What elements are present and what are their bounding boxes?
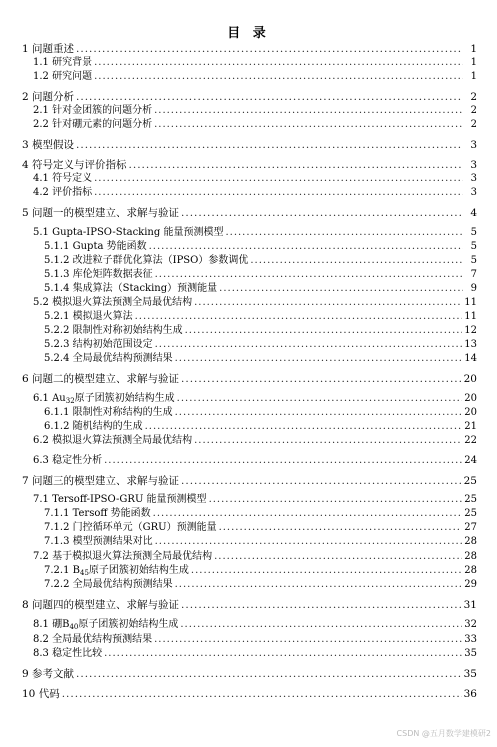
toc-entry-page: 5 <box>470 255 477 266</box>
toc-entry-page: 1 <box>470 57 477 68</box>
toc-entry-title: 9 参考文献 <box>22 668 75 680</box>
toc-entry[interactable] <box>22 158 477 172</box>
toc-entry-page: 3 <box>470 173 477 184</box>
toc-entry-page: 13 <box>464 339 477 350</box>
toc-entry-page: 29 <box>464 579 477 590</box>
toc-leader-dots <box>219 282 463 296</box>
toc-entry[interactable] <box>33 550 477 564</box>
toc-entry[interactable] <box>33 104 477 118</box>
toc-entry-title: 7 问题三的模型建立、求解与验证 <box>22 475 180 487</box>
toc-entry[interactable] <box>44 254 477 268</box>
toc-entry-title: 7.2.2 全局最优结构预测结果 <box>44 579 173 590</box>
toc-entry[interactable] <box>44 282 477 296</box>
toc-entry-page: 20 <box>464 393 477 404</box>
toc-entry[interactable] <box>44 564 477 578</box>
toc-leader-dots <box>180 618 462 632</box>
toc-leader-dots <box>154 118 463 132</box>
toc-entry[interactable] <box>22 42 477 56</box>
toc-entry-page: 5 <box>470 241 477 252</box>
toc-entry-page: 33 <box>464 634 477 645</box>
toc-entry-page: 27 <box>464 522 477 533</box>
toc-leader-dots <box>181 598 462 612</box>
toc-leader-dots <box>62 687 462 701</box>
toc-entry[interactable] <box>22 667 477 681</box>
toc-entry-title: 5.1.1 Gupta 势能函数 <box>44 241 147 252</box>
toc-leader-dots <box>94 56 463 70</box>
toc-entry-page: 25 <box>464 494 477 505</box>
toc-leader-dots <box>250 254 463 268</box>
toc-entry[interactable] <box>44 535 477 549</box>
toc-entry[interactable] <box>44 240 477 254</box>
toc-entry-title: 5.2.1 模拟退火算法 <box>44 311 133 322</box>
toc-entry-title: 5 问题一的模型建立、求解与验证 <box>22 207 180 219</box>
toc-leader-dots <box>194 434 462 448</box>
toc-entry-title: 7.1 Tersoff-IPSO-GRU 能量预测模型 <box>33 494 207 505</box>
toc-entry-title: 2.1 针对金团簇的问题分析 <box>33 105 153 116</box>
toc-entry-title: 5.1.3 库伦矩阵数据表征 <box>44 269 153 280</box>
toc-leader-dots <box>94 70 463 84</box>
toc-entry-title: 5.2.4 全局最优结构预测结果 <box>44 353 173 364</box>
toc-leader-dots <box>104 647 462 661</box>
toc-entry-title: 7.1.1 Tersoff 势能函数 <box>44 508 151 519</box>
toc-leader-dots <box>76 138 463 152</box>
toc-entry-page: 32 <box>464 619 477 630</box>
toc-entry-title: 7.2.1 $B_{45}$原子团簇初始结构生成 <box>44 565 189 577</box>
toc-entry-title: 8.1 硼$B_{40}$原子团簇初始结构生成 <box>33 619 179 631</box>
toc-entry-page: 31 <box>463 599 477 611</box>
toc-entry[interactable] <box>33 633 477 647</box>
toc-leader-dots <box>129 158 463 172</box>
toc-leader-dots <box>155 535 463 549</box>
toc-entry[interactable] <box>33 226 477 240</box>
toc-entry[interactable] <box>44 310 477 324</box>
toc-entry-title: 2 问题分析 <box>22 91 75 103</box>
toc-entry-page: 28 <box>464 565 477 576</box>
toc-entry-page: 3 <box>470 139 477 151</box>
toc-leader-dots <box>177 392 463 406</box>
toc-entry-page: 5 <box>470 227 477 238</box>
toc-entry-page: 24 <box>464 455 477 466</box>
toc-leader-dots <box>76 42 463 56</box>
toc-entry[interactable] <box>33 618 477 632</box>
toc-entry-page: 35 <box>464 648 477 659</box>
toc-entry[interactable] <box>44 338 477 352</box>
toc-leader-dots <box>181 372 462 386</box>
toc-entry[interactable] <box>22 90 477 104</box>
toc-entry-page: 2 <box>470 105 477 116</box>
toc-entry[interactable] <box>33 172 477 186</box>
toc-leader-dots <box>175 352 463 366</box>
toc-entry-page: 11 <box>464 311 477 322</box>
toc-entry-title: 6 问题二的模型建立、求解与验证 <box>22 373 180 385</box>
toc-leader-dots <box>135 310 463 324</box>
toc-entry[interactable] <box>44 420 477 434</box>
toc-entry-page: 3 <box>470 159 477 171</box>
toc-entry-title: 5.1.2 改进粒子群优化算法（IPSO）参数调优 <box>44 255 249 266</box>
toc-entry[interactable] <box>33 647 477 661</box>
toc-entry-title: 5.2.3 结构初始范围设定 <box>44 339 153 350</box>
toc-entry-page: 3 <box>470 187 477 198</box>
toc-entry-title: 6.1.2 随机结构的生成 <box>44 421 143 432</box>
toc-entry-page: 7 <box>470 269 477 280</box>
toc-entry-title: 10 代码 <box>22 688 60 700</box>
toc-entry-title: 8 问题四的模型建立、求解与验证 <box>22 599 180 611</box>
toc-entry-title: 5.2.2 限制性对称初始结构生成 <box>44 325 183 336</box>
toc-entry-title: 6.2 模拟退火算法预测全局最优结构 <box>33 435 193 446</box>
toc-leader-dots <box>209 493 463 507</box>
toc-entry[interactable] <box>33 56 477 70</box>
toc-entry-title: 5.2 模拟退火算法预测全局最优结构 <box>33 297 193 308</box>
toc-entry-page: 36 <box>463 688 477 700</box>
toc-entry-page: 20 <box>463 373 477 385</box>
toc-entry[interactable] <box>44 578 477 592</box>
toc-entry-title: 4 符号定义与评价指标 <box>22 159 127 171</box>
toc-entry[interactable] <box>22 687 477 701</box>
toc-entry-page: 28 <box>464 551 477 562</box>
toc-entry[interactable] <box>33 493 477 507</box>
toc-entry-page: 12 <box>464 325 477 336</box>
toc-leader-dots <box>181 206 463 220</box>
toc-entry[interactable] <box>22 474 477 488</box>
toc-entry[interactable] <box>22 598 477 612</box>
toc-entry-page: 14 <box>464 353 477 364</box>
toc-entry-title: 7.2 基于模拟退火算法预测全局最优结构 <box>33 551 213 562</box>
toc-leader-dots <box>175 578 463 592</box>
toc-entry-title: 3 模型假设 <box>22 139 75 151</box>
toc-entry[interactable] <box>44 521 477 535</box>
toc-entry[interactable] <box>33 186 477 200</box>
toc-entry-page: 20 <box>464 407 477 418</box>
toc-entry-title: 1 问题重述 <box>22 43 75 55</box>
toc-entry-title: 1.1 研究背景 <box>33 57 93 68</box>
toc-entry-title: 8.2 全局最优结构预测结果 <box>33 634 153 645</box>
toc-entry-title: 2.2 针对硼元素的问题分析 <box>33 119 153 130</box>
toc-entry-title: 5.1.4 集成算法（Stacking）预测能量 <box>44 283 218 294</box>
toc-leader-dots <box>104 454 462 468</box>
toc-entry-title: 6.1.1 限制性对称结构的生成 <box>44 407 173 418</box>
toc-leader-dots <box>194 296 462 310</box>
toc-entry[interactable] <box>33 454 477 468</box>
toc-leader-dots <box>149 240 463 254</box>
toc-leader-dots <box>214 550 462 564</box>
toc-leader-dots <box>145 420 463 434</box>
toc-entry-page: 21 <box>464 421 477 432</box>
toc-entry-title: 5.1 Gupta-IPSO-Stacking 能量预测模型 <box>33 227 224 238</box>
page-title: 目 录 <box>227 26 270 41</box>
toc-entry-title: 7.1.3 模型预测结果对比 <box>44 536 153 547</box>
toc-leader-dots <box>154 633 462 647</box>
toc-entry-title: 4.2 评价指标 <box>33 187 93 198</box>
toc-leader-dots <box>76 90 463 104</box>
toc-entry-title: 6.3 稳定性分析 <box>33 455 103 466</box>
toc-entry-page: 2 <box>470 91 477 103</box>
toc-entry[interactable] <box>44 406 477 420</box>
toc-entry-page: 11 <box>464 297 477 308</box>
toc-leader-dots <box>94 186 463 200</box>
toc-entry-page: 22 <box>464 435 477 446</box>
toc-entry-page: 25 <box>464 508 477 519</box>
toc-leader-dots <box>175 406 463 420</box>
toc-entry-page: 1 <box>470 43 477 55</box>
toc-entry[interactable] <box>44 268 477 282</box>
toc-leader-dots <box>181 474 462 488</box>
toc-entry[interactable] <box>44 507 477 521</box>
toc-leader-dots <box>154 104 463 118</box>
toc-entry-title: 8.3 稳定性比较 <box>33 648 103 659</box>
toc-leader-dots <box>225 226 463 240</box>
toc-entry[interactable] <box>33 70 477 84</box>
toc-leader-dots <box>76 667 462 681</box>
toc-entry[interactable] <box>22 206 477 220</box>
toc-leader-dots <box>94 172 463 186</box>
toc-leader-dots <box>153 507 463 521</box>
toc-entry-page: 1 <box>470 71 477 82</box>
toc-leader-dots <box>155 338 463 352</box>
toc-entry-page: 4 <box>470 207 477 219</box>
toc-entry-title: 6.1 $Au_{32}$原子团簇初始结构生成 <box>33 393 175 405</box>
toc-leader-dots <box>155 268 463 282</box>
toc-entry-page: 28 <box>464 536 477 547</box>
toc-entry[interactable] <box>22 138 477 152</box>
toc-leader-dots <box>191 564 462 578</box>
toc-entry-title: 1.2 研究问题 <box>33 71 93 82</box>
toc-entry-title: 7.1.2 门控循环单元（GRU）预测能量 <box>44 522 217 533</box>
toc-entry-page: 35 <box>463 668 477 680</box>
toc-entry[interactable] <box>33 296 477 310</box>
toc-entry[interactable] <box>44 352 477 366</box>
toc-entry[interactable] <box>44 324 477 338</box>
toc-entry[interactable] <box>22 372 477 386</box>
toc-entry-page: 2 <box>470 119 477 130</box>
toc-entry[interactable] <box>33 118 477 132</box>
toc-leader-dots <box>219 521 463 535</box>
toc-entry[interactable] <box>33 434 477 448</box>
watermark: CSDN @五月数学建模研2 <box>396 729 491 738</box>
toc-entry-page: 9 <box>470 283 477 294</box>
toc-entry-title: 4.1 符号定义 <box>33 173 93 184</box>
toc-entry[interactable] <box>33 392 477 406</box>
toc-leader-dots <box>185 324 463 338</box>
toc-entry-page: 25 <box>463 475 477 487</box>
